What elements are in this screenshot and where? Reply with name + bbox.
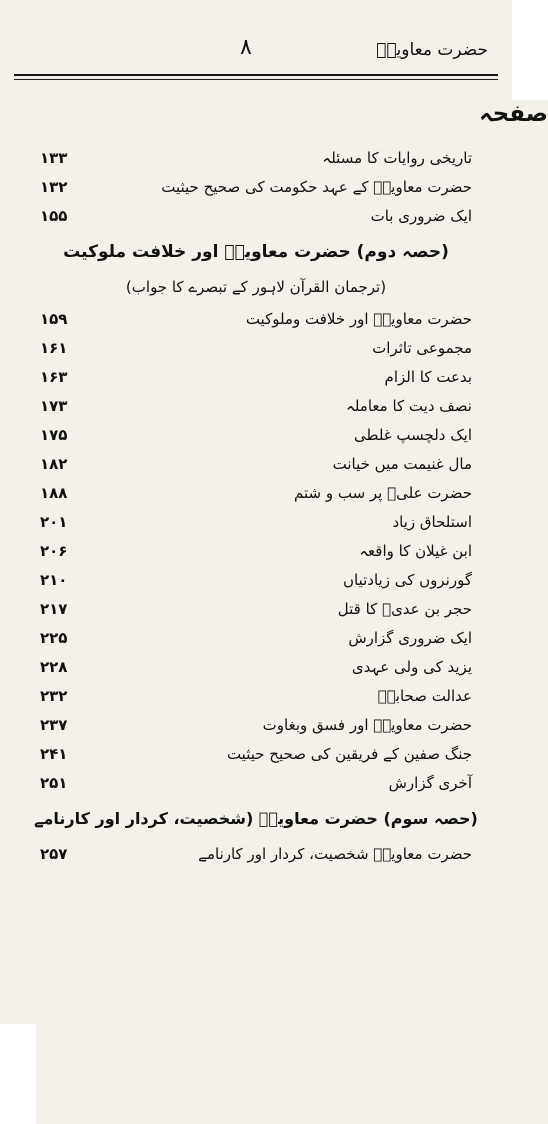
part-two-subheading xyxy=(0,273,512,305)
toc-entry-title: نصف دیت کا معاملہ xyxy=(346,397,472,415)
toc-entry-page: ۲۰۱ xyxy=(40,513,68,531)
toc-entry-page: ۱۵۵ xyxy=(40,207,68,225)
toc-entry-title: حضرت معاویہؓ اور فسق وبغاوت xyxy=(262,716,472,734)
toc-entry-page: ۱۷۳ xyxy=(40,397,68,415)
toc-entry xyxy=(0,840,512,869)
toc-entry-title: حجر بن عدیؓ کا قتل xyxy=(337,600,472,618)
toc-entry-page: ۲۲۵ xyxy=(40,629,68,647)
toc-entry-page: ۱۸۲ xyxy=(40,455,68,473)
toc-entry-title: یزید کی ولی عہدی xyxy=(351,658,472,676)
toc-entry-page: ۲۱۰ xyxy=(40,571,68,589)
toc-entry-page: ۲۵۱ xyxy=(40,774,68,792)
toc-entry-page: ۲۴۱ xyxy=(40,745,68,763)
toc-entry xyxy=(0,421,512,450)
part-three-heading xyxy=(0,798,512,840)
toc-entry-title: عدالت صحابہؓ xyxy=(377,687,472,705)
toc-entry xyxy=(0,392,512,421)
toc-entry xyxy=(0,624,512,653)
part-heading-text: (حصہ سوم) حضرت معاویہؓ (شخصیت، کردار اور کارنامے xyxy=(34,809,478,828)
toc-entry-page: ۲۳۲ xyxy=(40,687,68,705)
toc-entry xyxy=(0,740,512,769)
running-header xyxy=(0,34,512,74)
table-of-contents xyxy=(0,144,512,869)
toc-entry-title: آخری گزارش xyxy=(388,774,472,792)
toc-entry-title: حضرت علیؓ پر سب و شتم xyxy=(293,484,472,502)
toc-entry xyxy=(0,537,512,566)
toc-entry-page: ۱۳۲ xyxy=(40,178,68,196)
toc-entry xyxy=(0,202,512,231)
toc-entry-title: مجموعی تاثرات xyxy=(372,339,472,357)
toc-entry-title: مال غنیمت میں خیانت xyxy=(332,455,472,473)
part-two-heading xyxy=(0,231,512,273)
toc-entry xyxy=(0,305,512,334)
toc-entry xyxy=(0,711,512,740)
toc-entry-title: حضرت معاویہؓ کے عہد حکومت کی صحیح حیثیت xyxy=(161,178,472,196)
toc-entry-page: ۲۳۷ xyxy=(40,716,68,734)
toc-entry-title: ایک دلچسپ غلطی xyxy=(354,426,472,444)
toc-entry-title: ابن غیلان کا واقعہ xyxy=(359,542,472,560)
toc-entry-page: ۱۶۱ xyxy=(40,339,68,357)
header-rule-thin xyxy=(14,79,498,80)
part-heading-text: (حصہ دوم) حضرت معاویہؓ اور خلافت ملوکیت xyxy=(63,242,449,262)
toc-entry-page: ۲۲۸ xyxy=(40,658,68,676)
subheading-text: (ترجمان القرآن لاہور کے تبصرے کا جواب) xyxy=(125,278,387,296)
toc-entry-title: استلحاق زیاد xyxy=(392,513,472,531)
toc-entry xyxy=(0,566,512,595)
toc-entry xyxy=(0,595,512,624)
toc-entry xyxy=(0,363,512,392)
toc-entry-title: ایک ضروری گزارش xyxy=(348,629,472,647)
toc-entry xyxy=(0,144,512,173)
toc-entry-title: حضرت معاویہؓ اور خلافت وملوکیت xyxy=(245,310,472,328)
toc-entry-page: ۲۱۷ xyxy=(40,600,68,618)
toc-entry-page: ۱۸۸ xyxy=(40,484,68,502)
toc-entry-title: ایک ضروری بات xyxy=(370,207,472,225)
column-heading-page: صفحہ xyxy=(36,100,548,1124)
toc-entry-page: ۱۷۵ xyxy=(40,426,68,444)
running-title: حضرت معاویہؓ xyxy=(376,40,488,60)
toc-entry xyxy=(0,334,512,363)
toc-entry-page: ۱۳۳ xyxy=(40,149,68,167)
toc-entry xyxy=(0,769,512,798)
page-number: ۸ xyxy=(240,35,252,60)
toc-entry-page: ۱۵۹ xyxy=(40,310,68,328)
toc-entry-page: ۲۰۶ xyxy=(40,542,68,560)
toc-entry-title: جنگ صفین کے فریقین کی صحیح حیثیت xyxy=(226,745,472,763)
toc-entry-title: حضرت معاویہؓ شخصیت، کردار اور کارنامے xyxy=(198,845,472,863)
toc-entry-page: ۲۵۷ xyxy=(40,845,68,863)
toc-entry-page: ۱۶۳ xyxy=(40,368,68,386)
toc-entry xyxy=(0,682,512,711)
toc-entry xyxy=(0,450,512,479)
toc-entry xyxy=(0,479,512,508)
toc-entry-title: گورنروں کی زیادتیاں xyxy=(343,571,472,589)
toc-entry-title: بدعت کا الزام xyxy=(384,368,472,386)
toc-entry xyxy=(0,653,512,682)
toc-entry xyxy=(0,508,512,537)
header-rule-thick xyxy=(14,74,498,76)
toc-entry xyxy=(0,173,512,202)
toc-entry-title: تاریخی روایات کا مسئلہ xyxy=(322,149,472,167)
